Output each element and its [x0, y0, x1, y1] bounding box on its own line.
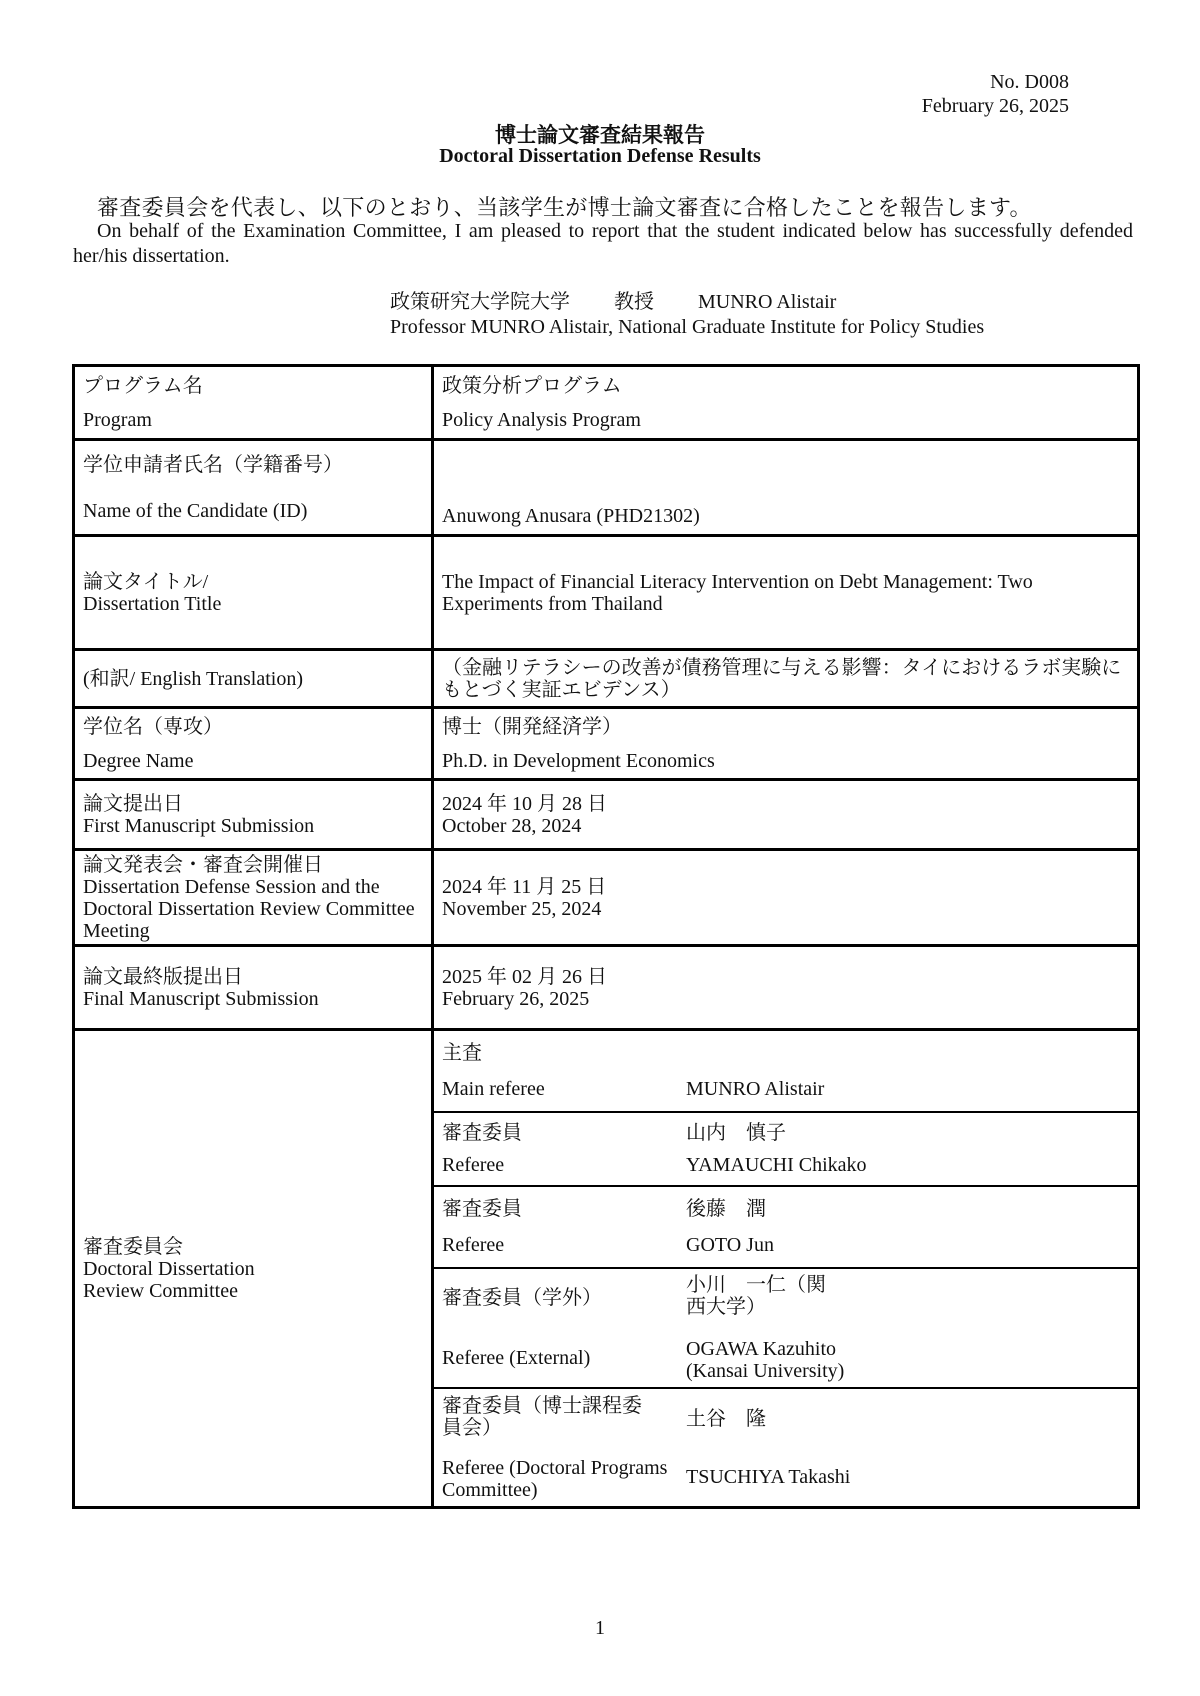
- final-submission-date-en: February 26, 2025: [442, 987, 590, 1010]
- page-title-en: Doctoral Dissertation Defense Results: [439, 145, 761, 167]
- member-name-en: OGAWA Kazuhito (Kansai University): [686, 1338, 845, 1382]
- first-submission-date-ja: 2024 年 10 月 28 日: [442, 792, 607, 815]
- member-role-ja: 主査: [442, 1042, 482, 1064]
- signature-line-en: Professor MUNRO Alistair, National Graduate Institute for Policy Studies: [390, 316, 985, 338]
- member-name-en: MUNRO Alistair: [686, 1078, 825, 1100]
- title-label-en: Dissertation Title: [83, 592, 222, 615]
- row-candidate: [74, 440, 1139, 536]
- first-submission-label-ja: 論文提出日: [83, 792, 183, 815]
- row-program: [74, 366, 1139, 440]
- final-submission-label-ja: 論文最終版提出日: [83, 965, 243, 988]
- intro-text-ja: 審査委員会を代表し、以下のとおり、当該学生が博士論文審査に合格したことを報告します。: [97, 195, 1032, 220]
- dissertation-title-value: The Impact of Financial Literacy Intervention on Debt Management: Two Experiments from Thailand: [442, 570, 1033, 615]
- member-role-en: Referee (Doctoral Programs Committee): [442, 1456, 668, 1501]
- results-table: [72, 364, 1140, 1509]
- translation-label: (和訳/ English Translation): [83, 667, 304, 690]
- candidate-value: Anuwong Anusara (PHD21302): [442, 505, 700, 527]
- degree-label-en: Degree Name: [83, 749, 194, 772]
- candidate-label-en: Name of the Candidate (ID): [83, 499, 308, 522]
- signature-institution: 政策研究大学院大学: [390, 291, 570, 313]
- member-role-en: Referee (External): [442, 1347, 591, 1369]
- row-defense: [74, 850, 1139, 946]
- program-value-en: Policy Analysis Program: [442, 408, 641, 431]
- row-final-submission: [74, 946, 1139, 1030]
- document-header-meta: [922, 70, 1069, 118]
- page-number: 1: [595, 1617, 605, 1639]
- member-name-ja: 土谷 隆: [686, 1407, 766, 1430]
- title-label-ja: 論文タイトル/: [83, 570, 209, 593]
- document-number: No. D008: [990, 71, 1069, 93]
- final-submission-date-ja: 2025 年 02 月 26 日: [442, 965, 607, 988]
- final-submission-label-en: Final Manuscript Submission: [83, 987, 319, 1010]
- committee-member: [434, 1186, 1137, 1268]
- signature-block: [390, 290, 984, 340]
- member-name-ja: [686, 1035, 1129, 1071]
- degree-value-en: Ph.D. in Development Economics: [442, 749, 715, 772]
- intro-text-en: On behalf of the Examination Committee, I am pleased to report that the student indicated below has successfully defended her/his dissertation.: [73, 220, 1133, 267]
- committee-label-ja: 審査委員会: [83, 1235, 183, 1258]
- program-label-ja: プログラム名: [83, 374, 203, 397]
- member-role-ja: 審査委員: [442, 1198, 522, 1220]
- defense-date-en: November 25, 2024: [442, 897, 602, 920]
- translation-value: （金融リテラシーの改善が債務管理に与える影響：タイにおけるラボ実験にもとづく実証エビデンス）: [442, 656, 1122, 701]
- committee-member: [434, 1112, 1137, 1186]
- member-role-ja: 審査委員（学外）: [442, 1287, 602, 1309]
- report-date: February 26, 2025: [921, 95, 1069, 117]
- row-degree: [74, 708, 1139, 780]
- committee-member: [434, 1388, 1137, 1506]
- row-dissertation-title: [74, 536, 1139, 650]
- member-role-ja: 審査委員: [442, 1122, 522, 1144]
- committee-label-en: Doctoral Dissertation Review Committee: [83, 1257, 255, 1302]
- program-value-ja: 政策分析プログラム: [442, 374, 622, 397]
- defense-label-en: Dissertation Defense Session and the Doctoral Dissertation Review Committee Meeting: [83, 875, 415, 942]
- signature-title: 教授: [614, 291, 654, 313]
- degree-value-ja: 博士（開発経済学）: [442, 715, 622, 738]
- degree-label-ja: 学位名（専攻）: [83, 715, 223, 738]
- page-title-ja: 博士論文審査結果報告: [495, 123, 705, 147]
- member-name-ja: 山内 慎子: [686, 1122, 786, 1144]
- row-first-submission: [74, 780, 1139, 850]
- member-name-en: GOTO Jun: [686, 1234, 774, 1256]
- member-name-ja: 小川 一仁（関西大学）: [686, 1274, 826, 1318]
- member-role-en: Referee: [442, 1234, 505, 1256]
- candidate-label-ja: 学位申請者氏名（学籍番号）: [83, 453, 343, 476]
- row-translation: [74, 650, 1139, 708]
- row-committee: [74, 1030, 1139, 1508]
- member-role-ja: 審査委員（博士課程委員会）: [442, 1394, 642, 1439]
- member-role-en: Main referee: [442, 1078, 545, 1100]
- committee-members: [434, 1031, 1137, 1506]
- defense-label-ja: 論文発表会・審査会開催日: [83, 853, 323, 876]
- signature-name: MUNRO Alistair: [698, 291, 837, 313]
- member-name-en: TSUCHIYA Takashi: [686, 1465, 851, 1488]
- first-submission-date-en: October 28, 2024: [442, 814, 582, 837]
- program-label-en: Program: [83, 408, 152, 431]
- member-role-en: Referee: [442, 1154, 505, 1176]
- defense-date-ja: 2024 年 11 月 25 日: [442, 875, 607, 898]
- committee-member: [434, 1268, 1137, 1388]
- first-submission-label-en: First Manuscript Submission: [83, 814, 315, 837]
- member-name-ja: 後藤 潤: [686, 1198, 766, 1220]
- committee-member: [434, 1031, 1137, 1112]
- member-name-en: YAMAUCHI Chikako: [686, 1154, 867, 1176]
